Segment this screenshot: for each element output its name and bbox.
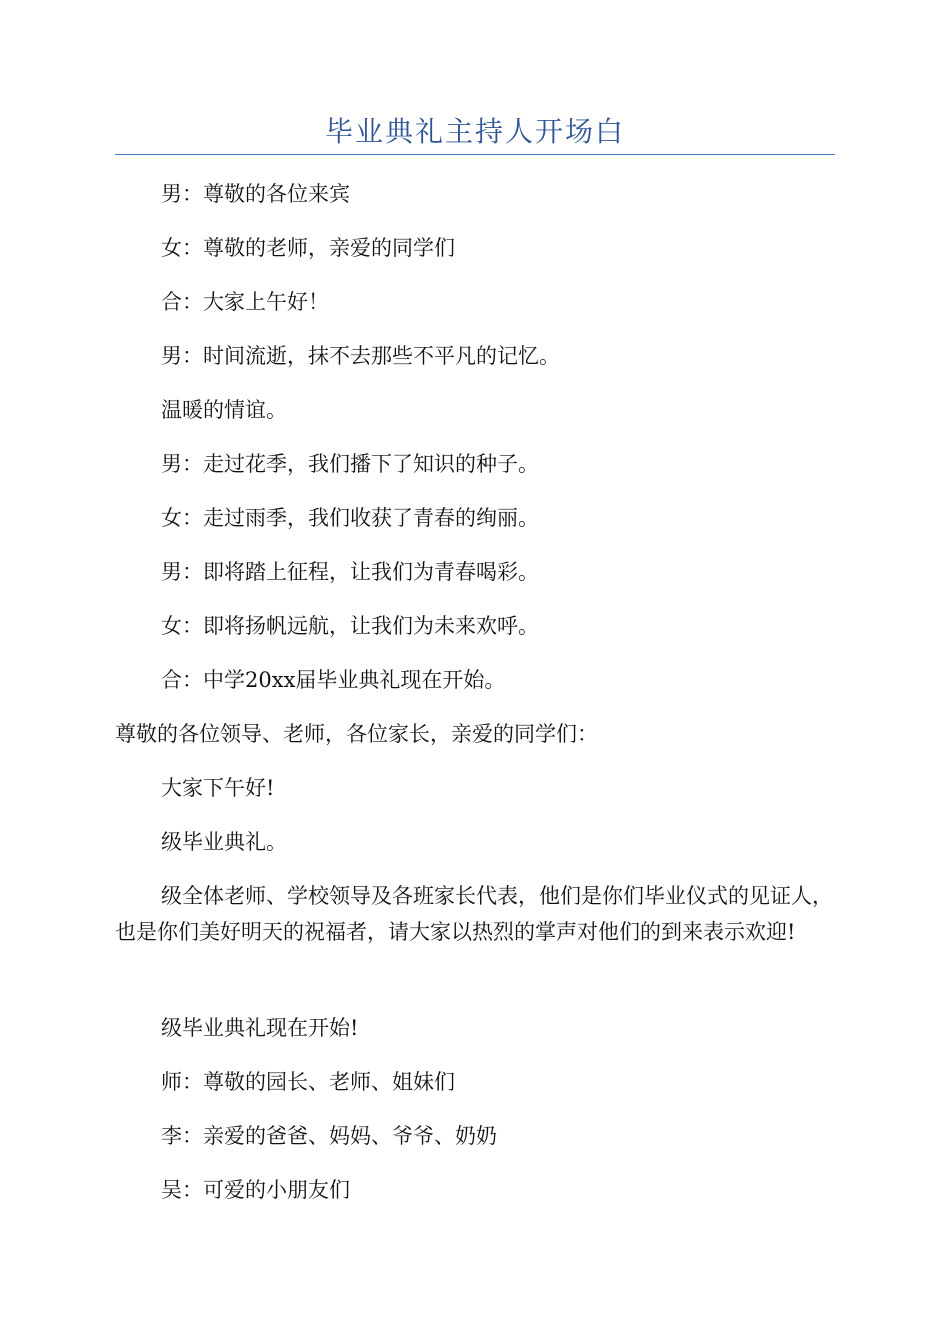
paragraph-13: 级毕业典礼。 [161,830,287,854]
paragraph-7: 女：走过雨季，我们收获了青春的绚丽。 [161,506,539,530]
paragraph-2: 女：尊敬的老师，亲爱的同学们 [161,236,455,260]
paragraph-8: 男：即将踏上征程，让我们为青春喝彩。 [161,560,539,584]
paragraph-12: 大家下午好! [161,776,275,800]
paragraph-9: 女：即将扬帆远航，让我们为未来欢呼。 [161,614,539,638]
paragraph-4: 男：时间流逝，抹不去那些不平凡的记忆。 [161,344,560,368]
paragraph-6: 男：走过花季，我们播下了知识的种子。 [161,452,539,476]
paragraph-18: 吴：可爱的小朋友们 [161,1178,350,1202]
paragraph-17: 李：亲爱的爸爸、妈妈、爷爷、奶奶 [161,1124,497,1148]
paragraph-15: 级毕业典礼现在开始! [161,1016,359,1040]
paragraph-3: 合：大家上午好！ [161,290,329,314]
paragraph-1: 男：尊敬的各位来宾 [161,182,350,206]
title-underline [115,154,835,155]
paragraph-5: 温暖的情谊。 [161,398,287,422]
paragraph-16: 师：尊敬的园长、老师、姐妹们 [161,1070,455,1094]
paragraph-14: 级全体老师、学校领导及各班家长代表，他们是你们毕业仪式的见证人，也是你们美好明天的祝福者，请大家以热烈的掌声对他们的到来表示欢迎! [115,884,833,944]
paragraph-10: 合：中学20xx届毕业典礼现在开始。 [161,668,506,692]
paragraph-11: 尊敬的各位领导、老师，各位家长，亲爱的同学们： [115,722,598,746]
document-title: 毕业典礼主持人开场白 [324,115,625,148]
